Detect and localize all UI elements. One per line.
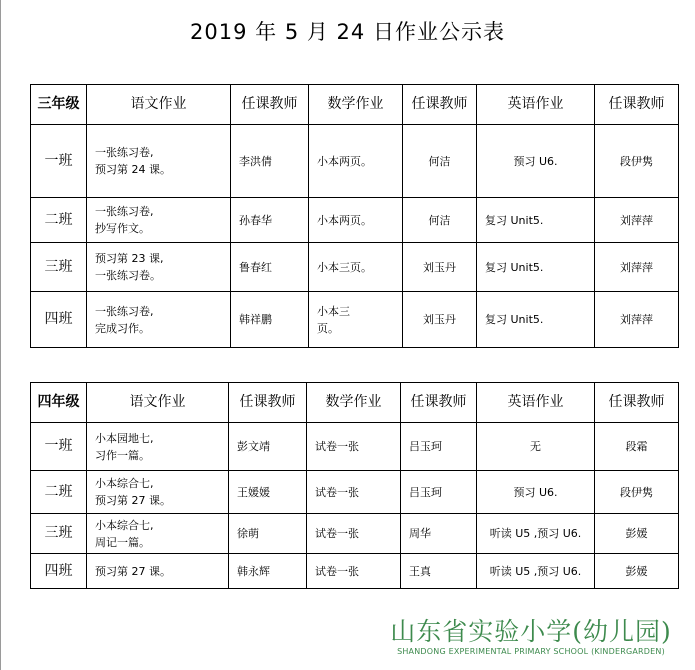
class-name: 二班 bbox=[31, 471, 87, 514]
english-teacher: 刘萍萍 bbox=[595, 243, 679, 292]
english-homework: 听读 U5 ,预习 U6. bbox=[477, 514, 595, 554]
table-row bbox=[31, 292, 679, 348]
header-math-homework: 数学作业 bbox=[309, 85, 403, 125]
math-teacher: 刘玉丹 bbox=[403, 243, 477, 292]
english-homework: 复习 Unit5. bbox=[477, 292, 595, 348]
chinese-homework: 小本园地七, 习作一篇。 bbox=[87, 423, 229, 471]
school-logo-chinese-name: 山东省实验小学(幼儿园) bbox=[390, 617, 672, 646]
chinese-homework: 预习第 27 课。 bbox=[87, 554, 229, 589]
class-name: 二班 bbox=[31, 198, 87, 243]
math-homework: 小本三页。 bbox=[309, 243, 403, 292]
english-homework: 复习 Unit5. bbox=[477, 243, 595, 292]
header-teacher: 任课教师 bbox=[229, 383, 307, 423]
english-teacher: 彭媛 bbox=[595, 514, 679, 554]
grade-label: 四年级 bbox=[31, 383, 87, 423]
table-row bbox=[31, 198, 679, 243]
english-teacher: 段伊隽 bbox=[595, 125, 679, 198]
chinese-teacher: 彭文靖 bbox=[229, 423, 307, 471]
header-english-homework: 英语作业 bbox=[477, 85, 595, 125]
math-teacher: 周华 bbox=[401, 514, 477, 554]
chinese-homework: 一张练习卷, 完成习作。 bbox=[87, 292, 231, 348]
header-teacher: 任课教师 bbox=[231, 85, 309, 125]
header-chinese-homework: 语文作业 bbox=[87, 383, 229, 423]
math-homework: 小本三 页。 bbox=[309, 292, 403, 348]
header-teacher: 任课教师 bbox=[403, 85, 477, 125]
english-homework: 无 bbox=[477, 423, 595, 471]
table-row bbox=[31, 471, 679, 514]
chinese-homework: 一张练习卷, 抄写作文。 bbox=[87, 198, 231, 243]
chinese-teacher: 孙春华 bbox=[231, 198, 309, 243]
header-teacher: 任课教师 bbox=[595, 383, 679, 423]
table-row bbox=[31, 554, 679, 589]
chinese-teacher: 王媛媛 bbox=[229, 471, 307, 514]
math-teacher: 王真 bbox=[401, 554, 477, 589]
table-row bbox=[31, 125, 679, 198]
english-teacher: 刘萍萍 bbox=[595, 292, 679, 348]
english-homework: 复习 Unit5. bbox=[477, 198, 595, 243]
page-left-border bbox=[0, 0, 1, 670]
math-teacher: 何洁 bbox=[403, 125, 477, 198]
english-teacher: 段伊隽 bbox=[595, 471, 679, 514]
chinese-teacher: 李洪倩 bbox=[231, 125, 309, 198]
grade-label: 三年级 bbox=[31, 85, 87, 125]
english-homework: 预习 U6. bbox=[477, 125, 595, 198]
class-name: 三班 bbox=[31, 243, 87, 292]
chinese-homework: 小本综合七, 周记一篇。 bbox=[87, 514, 229, 554]
math-homework: 试卷一张 bbox=[307, 471, 401, 514]
school-logo-english-name: SHANDONG EXPERIMENTAL PRIMARY SCHOOL (KINDERGARDEN) bbox=[397, 647, 665, 656]
header-chinese-homework: 语文作业 bbox=[87, 85, 231, 125]
math-teacher: 何洁 bbox=[403, 198, 477, 243]
grade4-homework-table bbox=[30, 382, 679, 589]
class-name: 三班 bbox=[31, 514, 87, 554]
math-homework: 试卷一张 bbox=[307, 423, 401, 471]
table-row bbox=[31, 423, 679, 471]
chinese-teacher: 鲁春红 bbox=[231, 243, 309, 292]
math-teacher: 吕玉珂 bbox=[401, 471, 477, 514]
english-homework: 预习 U6. bbox=[477, 471, 595, 514]
english-teacher: 段霜 bbox=[595, 423, 679, 471]
grade3-homework-table bbox=[30, 84, 679, 348]
header-english-homework: 英语作业 bbox=[477, 383, 595, 423]
chinese-homework: 一张练习卷, 预习第 24 课。 bbox=[87, 125, 231, 198]
english-teacher: 彭媛 bbox=[595, 554, 679, 589]
english-homework: 听读 U5 ,预习 U6. bbox=[477, 554, 595, 589]
math-homework: 试卷一张 bbox=[307, 514, 401, 554]
header-teacher: 任课教师 bbox=[401, 383, 477, 423]
chinese-homework: 小本综合七, 预习第 27 课。 bbox=[87, 471, 229, 514]
math-teacher: 刘玉丹 bbox=[403, 292, 477, 348]
header-math-homework: 数学作业 bbox=[307, 383, 401, 423]
class-name: 一班 bbox=[31, 423, 87, 471]
english-teacher: 刘萍萍 bbox=[595, 198, 679, 243]
math-homework: 小本两页。 bbox=[309, 125, 403, 198]
header-teacher: 任课教师 bbox=[595, 85, 679, 125]
table-header-row bbox=[31, 383, 679, 423]
chinese-teacher: 韩祥鹏 bbox=[231, 292, 309, 348]
chinese-homework: 预习第 23 课, 一张练习卷。 bbox=[87, 243, 231, 292]
table-row bbox=[31, 514, 679, 554]
page-title: 2019 年 5 月 24 日作业公示表 bbox=[190, 20, 505, 44]
class-name: 一班 bbox=[31, 125, 87, 198]
table-row bbox=[31, 243, 679, 292]
math-homework: 小本两页。 bbox=[309, 198, 403, 243]
chinese-teacher: 徐萌 bbox=[229, 514, 307, 554]
class-name: 四班 bbox=[31, 554, 87, 589]
table-header-row bbox=[31, 85, 679, 125]
class-name: 四班 bbox=[31, 292, 87, 348]
math-homework: 试卷一张 bbox=[307, 554, 401, 589]
chinese-teacher: 韩永辉 bbox=[229, 554, 307, 589]
school-logo bbox=[381, 617, 681, 657]
math-teacher: 吕玉珂 bbox=[401, 423, 477, 471]
